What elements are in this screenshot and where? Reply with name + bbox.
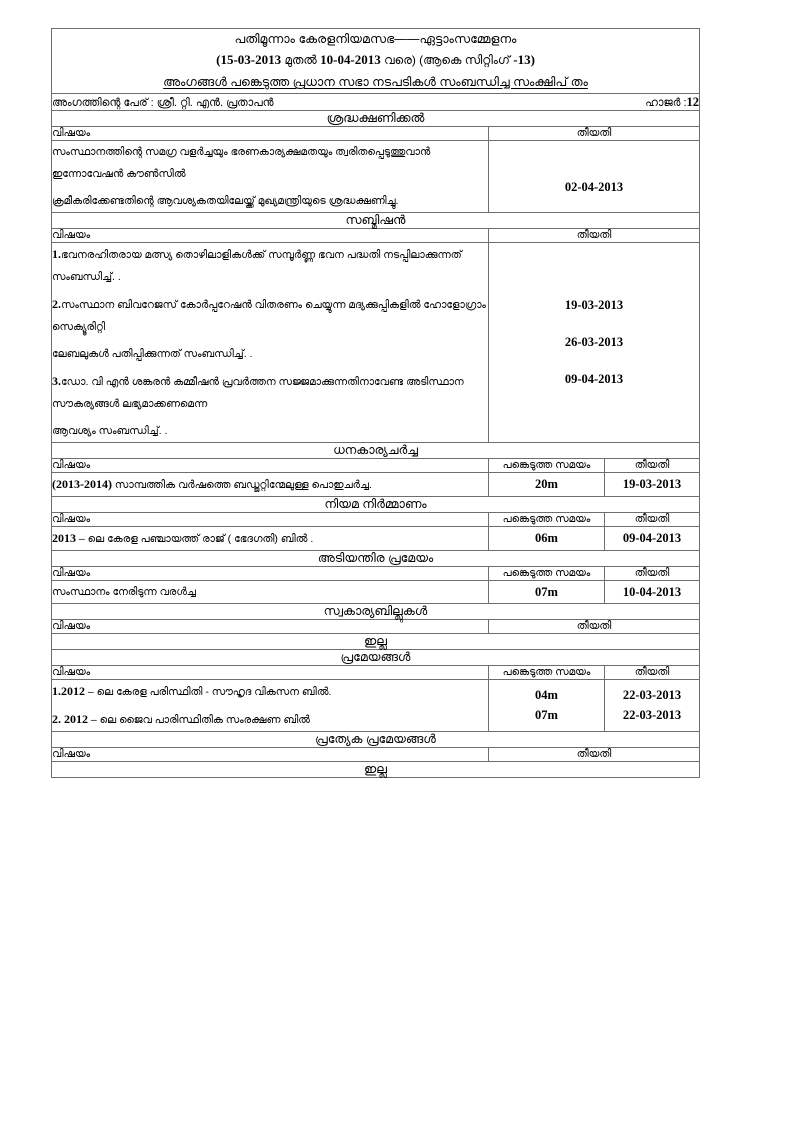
subject-cell bbox=[52, 527, 489, 551]
item-number: 2013 bbox=[52, 531, 76, 545]
section-heading-row bbox=[52, 497, 700, 513]
time-taken-cell bbox=[489, 680, 605, 732]
column-header-row bbox=[52, 620, 700, 634]
table-row bbox=[52, 473, 700, 497]
subject-line: 1.ഭവനരഹിതരായ മത്സ്യ തൊഴിലാളികൾക്ക് സമ്പൂർണ്ണ ഭവന പദ്ധതി നടപ്പിലാക്കുന്നത് സംബന്ധിച്ച്. . bbox=[52, 247, 462, 283]
section-heading-row bbox=[52, 551, 700, 567]
section-heading-row bbox=[52, 604, 700, 620]
subject-line: ആവശ്യം സംബന്ധിച്ച്. . bbox=[52, 425, 168, 437]
attendance-label: ഹാജർ : bbox=[645, 96, 687, 109]
session-end-date: 10-04-2013 bbox=[320, 52, 381, 67]
item-number: 2. 2012 bbox=[52, 712, 88, 726]
table-body bbox=[52, 29, 700, 778]
date-cell bbox=[489, 243, 700, 443]
attendance bbox=[645, 95, 699, 110]
nil-row bbox=[52, 634, 700, 650]
subject-cell bbox=[52, 141, 489, 213]
date-value: 02-04-2013 bbox=[564, 180, 624, 194]
column-header-time: പങ്കെടുത്ത സമയം bbox=[489, 666, 605, 680]
session-start-date: 15-03-2013 bbox=[220, 52, 282, 67]
spacer bbox=[489, 158, 699, 180]
date-value: 19-03-2013 bbox=[564, 298, 624, 312]
section-heading-prathyeka-prameyangal: പ്രത്യേക പ്രമേയങ്ങൾ bbox=[52, 732, 700, 748]
column-header-date: തീയതി bbox=[605, 459, 700, 473]
column-header-time: പങ്കെടുത്ത സമയം bbox=[489, 513, 605, 527]
date-value: 22-03-2013 bbox=[622, 708, 682, 722]
column-header-subject: വിഷയം bbox=[52, 567, 489, 581]
time-taken-value: 07m bbox=[535, 584, 558, 599]
spacer bbox=[489, 350, 699, 372]
date-value: 09-04-2013 bbox=[622, 531, 682, 545]
paren-open: ( bbox=[216, 52, 221, 67]
subject-cell bbox=[52, 243, 489, 443]
document-subtitle: അംഗങ്ങൾ പങ്കെടുത്ത പ്രധാന സഭാ നടപടികൾ സംബന്ധിച്ച സംക്ഷിപ് തം bbox=[163, 75, 588, 89]
column-header-date: തീയതി bbox=[489, 748, 700, 762]
subject-line: 2013 – ലെ കേരള പഞ്ചായത്ത് രാജ് ( ഭേദഗതി) ബിൽ . bbox=[52, 531, 314, 545]
column-header-date: തീയതി bbox=[605, 513, 700, 527]
subject-line: ലേബലുകൾ പതിപ്പിക്കുന്നത് സംബന്ധിച്ച്. . bbox=[52, 348, 253, 360]
table-row bbox=[52, 680, 700, 732]
column-header-date: തീയതി bbox=[605, 666, 700, 680]
section-heading-row bbox=[52, 443, 700, 459]
section-heading-prameyangal: പ്രമേയങ്ങൾ bbox=[52, 650, 700, 666]
date-value: 09-04-2013 bbox=[564, 372, 624, 386]
date-value: 22-03-2013 bbox=[622, 688, 682, 702]
date-value: 26-03-2013 bbox=[564, 335, 624, 349]
table-row bbox=[52, 141, 700, 213]
column-header-subject: വിഷയം bbox=[52, 459, 489, 473]
section-heading-adiyanthira-prameyam: അടിയന്തിര പ്രമേയം bbox=[52, 551, 700, 567]
column-header-row bbox=[52, 567, 700, 581]
column-header-subject: വിഷയം bbox=[52, 748, 489, 762]
section-heading-submission: സബ്മിഷൻ bbox=[52, 213, 700, 229]
sittings-label: വരെ) (ആകെ സിറ്റിംഗ് bbox=[380, 53, 514, 67]
subject-line: സംസ്ഥാനത്തിന്റെ സമഗ്ര വളർച്ചയും ഭരണകാര്യക്ഷമതയും ത്വരിതപ്പെടുത്തുവാൻ ഇന്നോവേഷൻ കൗൺസിൽ bbox=[52, 146, 431, 180]
item-number: (2013-2014) bbox=[52, 477, 112, 491]
session-date-range bbox=[52, 49, 699, 71]
attendance-value: 12 bbox=[686, 94, 700, 109]
subject-line: 2.സംസ്ഥാന ബിവറേജസ് കോർപ്പറേഷൻ വിതരണം ചെയ്യുന്ന മദ്യക്കുപ്പികളിൽ ഹോളോഗ്രാം സെക്യൂരിറ്റി bbox=[52, 297, 486, 333]
item-number: 3. bbox=[52, 374, 61, 388]
column-header-subject: വിഷയം bbox=[52, 127, 489, 141]
section-heading-row bbox=[52, 732, 700, 748]
subject-line: 3.ഡോ. വി എൻ ശങ്കരൻ കമ്മീഷൻ പ്രവർത്തന സജ്ജമാക്കുന്നതിനാവേണ്ട അടിസ്ഥാന സൗകര്യങ്ങൾ ലഭ്യമാക്കണമെന്ന bbox=[52, 374, 464, 410]
assembly-summary-table bbox=[51, 28, 700, 778]
time-taken-cell bbox=[489, 527, 605, 551]
section-heading-row bbox=[52, 650, 700, 666]
time-taken-cell bbox=[489, 473, 605, 497]
column-header-subject: വിഷയം bbox=[52, 666, 489, 680]
column-header-date: തീയതി bbox=[489, 127, 700, 141]
nil-value: ഇല്ല bbox=[52, 762, 700, 778]
column-header-date: തീയതി bbox=[489, 229, 700, 243]
date-cell bbox=[605, 527, 700, 551]
member-name: അംഗത്തിന്റെ പേര് : ശ്രീ. റ്റി. എൻ. പ്രതാപൻ bbox=[52, 96, 274, 109]
column-header-time: പങ്കെടുത്ത സമയം bbox=[489, 459, 605, 473]
column-header-row bbox=[52, 229, 700, 243]
table-row bbox=[52, 527, 700, 551]
date-cell bbox=[605, 473, 700, 497]
column-header-date: തീയതി bbox=[489, 620, 700, 634]
date-cell bbox=[605, 581, 700, 604]
column-header-subject: വിഷയം bbox=[52, 513, 489, 527]
subject-cell bbox=[52, 680, 489, 732]
column-header-date: തീയതി bbox=[605, 567, 700, 581]
item-number: 1. bbox=[52, 247, 61, 261]
title-cell bbox=[52, 29, 700, 94]
subject-line: ക്രമീകരിക്കേണ്ടതിന്റെ ആവശ്യകതയിലേയ്ക്ക് മുഖ്യമന്ത്രിയുടെ ശ്രദ്ധക്ഷണിച്ചു. bbox=[52, 195, 399, 207]
assembly-session-title: പതിമൂന്നാം കേരളനിയമസഭ——ഏട്ടാംസമ്മേളനം bbox=[234, 32, 517, 46]
from-label: മുതൽ bbox=[281, 53, 321, 67]
table-row bbox=[52, 243, 700, 443]
subject-line: സംസ്ഥാനം നേരിടുന്ന വരൾച്ച bbox=[52, 586, 196, 598]
date-cell bbox=[489, 141, 700, 213]
column-header-row bbox=[52, 459, 700, 473]
time-taken-value: 04m bbox=[535, 688, 558, 702]
subject-cell bbox=[52, 473, 489, 497]
subject-line: (2013-2014) സാമ്പത്തിക വർഷത്തെ ബഡ്ജറ്റിന്മേലുള്ള പൊഇചർച്ച. bbox=[52, 477, 372, 491]
date-value: 10-04-2013 bbox=[622, 584, 682, 599]
date-value: 19-03-2013 bbox=[622, 477, 682, 491]
date-cell bbox=[605, 680, 700, 732]
time-taken-value: 20m bbox=[535, 477, 558, 491]
title-row bbox=[52, 29, 700, 94]
section-heading-swakarya-billukal: സ്വകാര്യബില്ലുകൾ bbox=[52, 604, 700, 620]
item-number: 1.2012 bbox=[52, 684, 85, 698]
item-number: 2. bbox=[52, 297, 61, 311]
nil-value: ഇല്ല bbox=[52, 634, 700, 650]
section-heading-dhanakaryacharcha: ധനകാര്യചർച്ച bbox=[52, 443, 700, 459]
column-header-time: പങ്കെടുത്ത സമയം bbox=[489, 567, 605, 581]
time-taken-value: 07m bbox=[535, 708, 558, 722]
nil-row bbox=[52, 762, 700, 778]
table-row bbox=[52, 581, 700, 604]
member-row bbox=[52, 94, 700, 111]
section-heading-niyama-nirmanam: നിയമ നിർമ്മാണം bbox=[52, 497, 700, 513]
member-cell bbox=[52, 94, 700, 111]
time-taken-cell bbox=[489, 581, 605, 604]
column-header-row bbox=[52, 127, 700, 141]
section-heading-sradhakshanikkal: ശ്രദ്ധക്ഷണിക്കൽ bbox=[52, 111, 700, 127]
column-header-subject: വിഷയം bbox=[52, 229, 489, 243]
column-header-subject: വിഷയം bbox=[52, 620, 489, 634]
subject-line: 1.2012 – ലെ കേരള പരിസ്ഥിതി - സൗഹൃദ വികസന ബിൽ. bbox=[52, 684, 332, 698]
column-header-row bbox=[52, 666, 700, 680]
spacer bbox=[489, 313, 699, 335]
subject-line: 2. 2012 – ലെ ജൈവ പാരിസ്ഥിതിക സംരക്ഷണ ബിൽ bbox=[52, 712, 310, 726]
column-header-row bbox=[52, 748, 700, 762]
section-heading-row bbox=[52, 213, 700, 229]
column-header-row bbox=[52, 513, 700, 527]
section-heading-row bbox=[52, 111, 700, 127]
time-taken-value: 06m bbox=[535, 531, 558, 545]
subject-cell bbox=[52, 581, 489, 604]
sittings-count: -13) bbox=[513, 52, 535, 67]
